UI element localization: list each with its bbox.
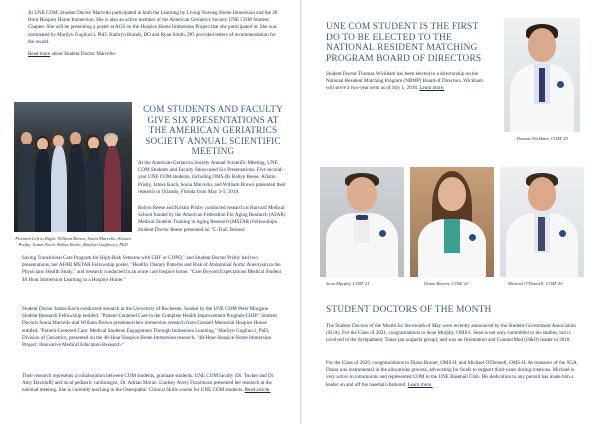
- wickham-caption: Thomas Wickham, COM '20: [516, 136, 568, 141]
- nrmp-body: Student Doctor Thomas Wickham has been elected to a directorship on the National Resident Matching Program (NRMP) Board of Directors. Wickham will serve a two-year term as of July 1, 2018.: [326, 71, 483, 92]
- odonnell-portrait: [500, 167, 584, 277]
- sotm-para-1: The Student Doctors of the Month for the month of May were recently announced by the Student Government Association (SGA). For the Class of 2021, congratulations to Sean Murphy, OMS-I. Sean is not only committed to his studies, but is involved in the Sympathetic Tones (an acapella group), and was an Orientation and ConnectMed (O&O) leader in 2018.: [326, 323, 576, 344]
- marcello-intro-text: [28, 10, 280, 58]
- right-page: [302, 0, 600, 424]
- murphy-portrait: [320, 167, 404, 277]
- ags-para-1: At the American Geriatrics Society Annual Scientific Meeting, UNE COM Students and Faculty Showcased Six Presentations. Five second-year UNE COM students, including OMS-IIs Robyn Reese, Kristin Prisby, James Koch, Sonia Marcello, and William Brown presented their research in Orlando, Florida from May 3-5, 2018.: [138, 160, 286, 195]
- ags-para-2-bottom: Saving Transitional Care Program for High-Risk Veterans with CHF or COPD," and Student Doctor Prisby had two presentations, her AFAR MSTAR Fellowship poster, "Healthy Dietary Patterns and Risk of Abdominal Aortic Aneurysm in the Physicians' Health Study," and research conducted in an acute care hospice home, "Care Beyond Expectations Medical Student 48 Hour Immersion Learning in a Hospice Home.": [22, 255, 282, 283]
- ags-para-2-top: Robyn Reese and Kristin Prisby conducted research at Harvard Medical School funded by the American Federation For Aging Research (AFAR) Medical Student Training in Aging Research (MSTAR) Fellowships. Student Doctor Reese presented on "C-TraC Boston:: [138, 205, 286, 233]
- ags-group-photo: [14, 102, 132, 232]
- nrmp-heading: UNE COM STUDENT IS THE FIRST DO TO BE ELECTED TO THE NATIONAL RESIDENT MATCHING PROGRAM BOARD OF DIRECTORS: [326, 22, 482, 64]
- bruner-caption: Diana Bruner, COM '20: [424, 281, 469, 286]
- ags-para-3: Student Doctor James Koch conducted research at the University of Rochester, funded by the UNE COM Peter Morgane Student Research Fellowship entitled, "Patient-Centered Care in the Complete Health Improvement Program-CHIP." Student Doctors Sonia Marcello and William Brown presented their immersion research from Gosnell Memorial Hospice House entitled, "Patient-Centered Care: Medical Students Engagement Through Immersion Learning," Marilyn Gugliucci, PhD, Division of Geriatrics, presented on the 48-Hour Hospice Home Immersion research, "48-Hour Hospice Home Immersion Project: Innovative Medical Education Research.": [22, 306, 277, 349]
- ags-para-4: [22, 373, 284, 395]
- ags-read-article-link[interactable]: Read article.: [244, 387, 271, 394]
- marcello-intro-body: At UNE COM, Student Doctor Marcello participated in both the Learning by Living Nursing Home Immersion and the 48 Hour Hospice Home Immersion. She is also an active member of the American Geriatrics Society UNE COM Student Chapter. She will be presenting a poster at AGS on the Hospice Home Immersion Project that she participated in. She was nominated by Marilyn Gugliucci, PhD, Kathryn Brandt, DO and Ryan Smith, DO provided letters of recommendation for the award.: [28, 10, 278, 45]
- marcello-read-more-link[interactable]: Read more: [28, 51, 51, 58]
- wickham-portrait: [504, 18, 580, 132]
- sotm-para-2-body: For the Class of 2020, congratulations to Diana Bruner, OMS-II, and Michael O'Donnell, OMS-II. As treasurer of the SGA, Diana was instrumental in the allocations process, advocating for funds to support third-years during rotations. Michael is very active in intramurals and represented COM in the UNE Baseball Club. His dedication to any pursuit has made him a leader on and off the baseball diamond.: [326, 360, 578, 388]
- marcello-read-more-suffix: about Student Doctor Marcello.: [50, 51, 116, 58]
- ags-heading: COM STUDENTS AND FACULTY GIVE SIX PRESENTATIONS AT THE AMERICAN GERIATRICS SOCIETY ANNUAL SCIENTIFIC MEETING: [143, 104, 283, 157]
- bruner-portrait: [410, 167, 494, 277]
- nrmp-text: [326, 71, 486, 93]
- odonnell-caption: Michael O'Donnell, COM '20: [508, 281, 563, 286]
- nrmp-learn-more-link[interactable]: Learn more.: [419, 85, 445, 92]
- sotm-para-2: [326, 360, 584, 389]
- ags-para-4-body: Their research represents a collaboration between COM students, graduate students, UNE COM faculty (Dr. Tucker and Dr. Amy Davidoff) and local pediatric cardiologist, Dr. Adrian Moran. Lindsey Avery Fitzsimons presented her research at the national meeting. She is currently teaching in the Osteopathic Clinical Skills course for UNE COM students.: [22, 373, 275, 394]
- sotm-learn-more-link[interactable]: Learn more.: [407, 381, 433, 388]
- ags-photo-caption: Pictured Left to Right: William Brown, Sonia Marcello, Kristin Prisby, James Koch, Robyn Reese, Marilyn Gugliucci, PhD: [15, 236, 131, 248]
- murphy-caption: Sean Murphy, COM '21: [326, 281, 370, 286]
- sotm-heading: STUDENT DOCTORS OF THE MONTH: [326, 305, 492, 315]
